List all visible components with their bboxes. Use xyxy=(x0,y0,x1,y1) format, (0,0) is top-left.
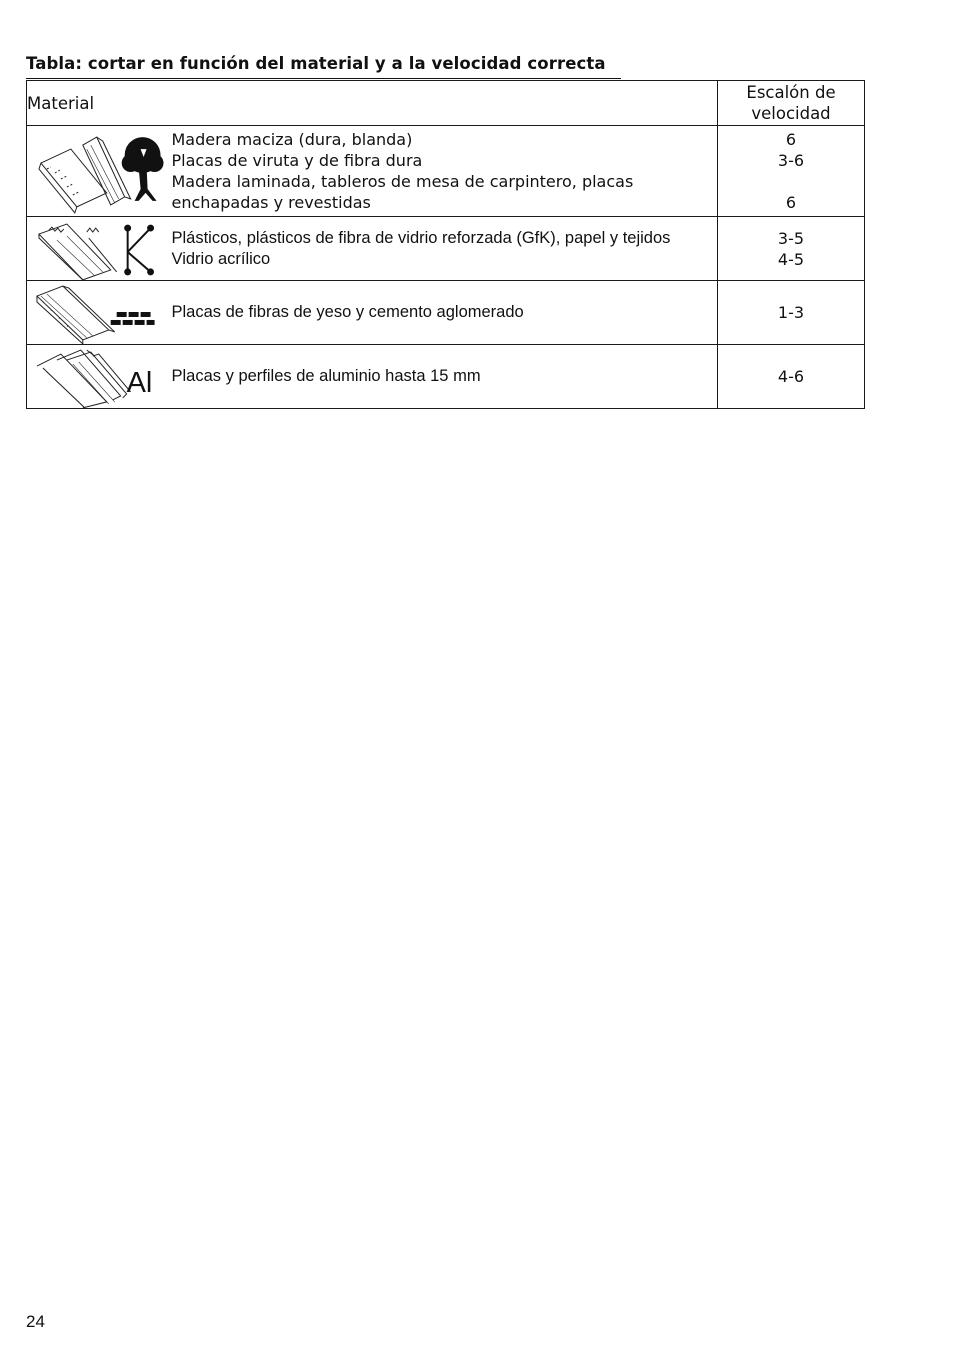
row-line: enchapadas y revestidas xyxy=(171,193,371,212)
page-number: 24 xyxy=(26,1312,45,1331)
speed-value: 6 xyxy=(785,130,797,149)
header-speed xyxy=(718,81,865,126)
row-line: Placas de fibras de yeso y cemento aglomerado xyxy=(171,303,524,321)
row-line: Madera maciza (dura, blanda) xyxy=(171,130,413,149)
row-speed xyxy=(718,217,865,281)
table-row xyxy=(27,281,865,345)
row-speed xyxy=(718,126,865,217)
speed-value: 4-6 xyxy=(777,367,805,386)
plaster-board-and-bricks-icon xyxy=(27,282,172,344)
table-row xyxy=(27,345,865,409)
speed-value: 6 xyxy=(785,193,797,212)
aluminium-profile-icon xyxy=(27,346,172,408)
header-speed-line2: velocidad xyxy=(751,104,831,123)
speed-value: 4-5 xyxy=(777,249,805,269)
table-row xyxy=(27,217,865,281)
row-line: Vidrio acrílico xyxy=(171,249,271,268)
row-icon-cell xyxy=(27,217,172,281)
speed-value: 3-6 xyxy=(777,151,805,170)
table-title: Tabla: cortar en función del material y a la velocidad correcta xyxy=(26,54,606,73)
aluminium-symbol: Al xyxy=(126,366,153,399)
plastic-sheet-and-k-icon xyxy=(27,218,172,280)
row-description xyxy=(172,345,718,409)
row-icon-cell xyxy=(27,345,172,409)
row-speed xyxy=(718,281,865,345)
speed-spacer xyxy=(718,171,864,192)
table-header-row xyxy=(27,81,865,126)
row-line: Placas de viruta y de fibra dura xyxy=(171,151,423,170)
speed-value: 1-3 xyxy=(777,303,805,322)
title-underline xyxy=(26,78,621,79)
row-description xyxy=(172,281,718,345)
row-line: Madera laminada, tableros de mesa de carpintero, placas xyxy=(171,172,634,191)
wood-board-and-tree-icon xyxy=(27,127,172,215)
row-line: Placas y perfiles de aluminio hasta 15 mm xyxy=(171,367,481,385)
header-speed-line1: Escalón de xyxy=(746,83,836,102)
header-material: Material xyxy=(27,81,718,126)
row-description xyxy=(172,126,718,217)
table-row xyxy=(27,126,865,217)
row-description xyxy=(172,217,718,281)
speed-value: 3-5 xyxy=(777,228,805,248)
material-speed-table xyxy=(26,80,865,409)
row-icon-cell xyxy=(27,281,172,345)
row-icon-cell xyxy=(27,126,172,217)
row-speed xyxy=(718,345,865,409)
row-line: Plásticos, plásticos de fibra de vidrio reforzada (GfK), papel y tejidos xyxy=(171,228,671,247)
